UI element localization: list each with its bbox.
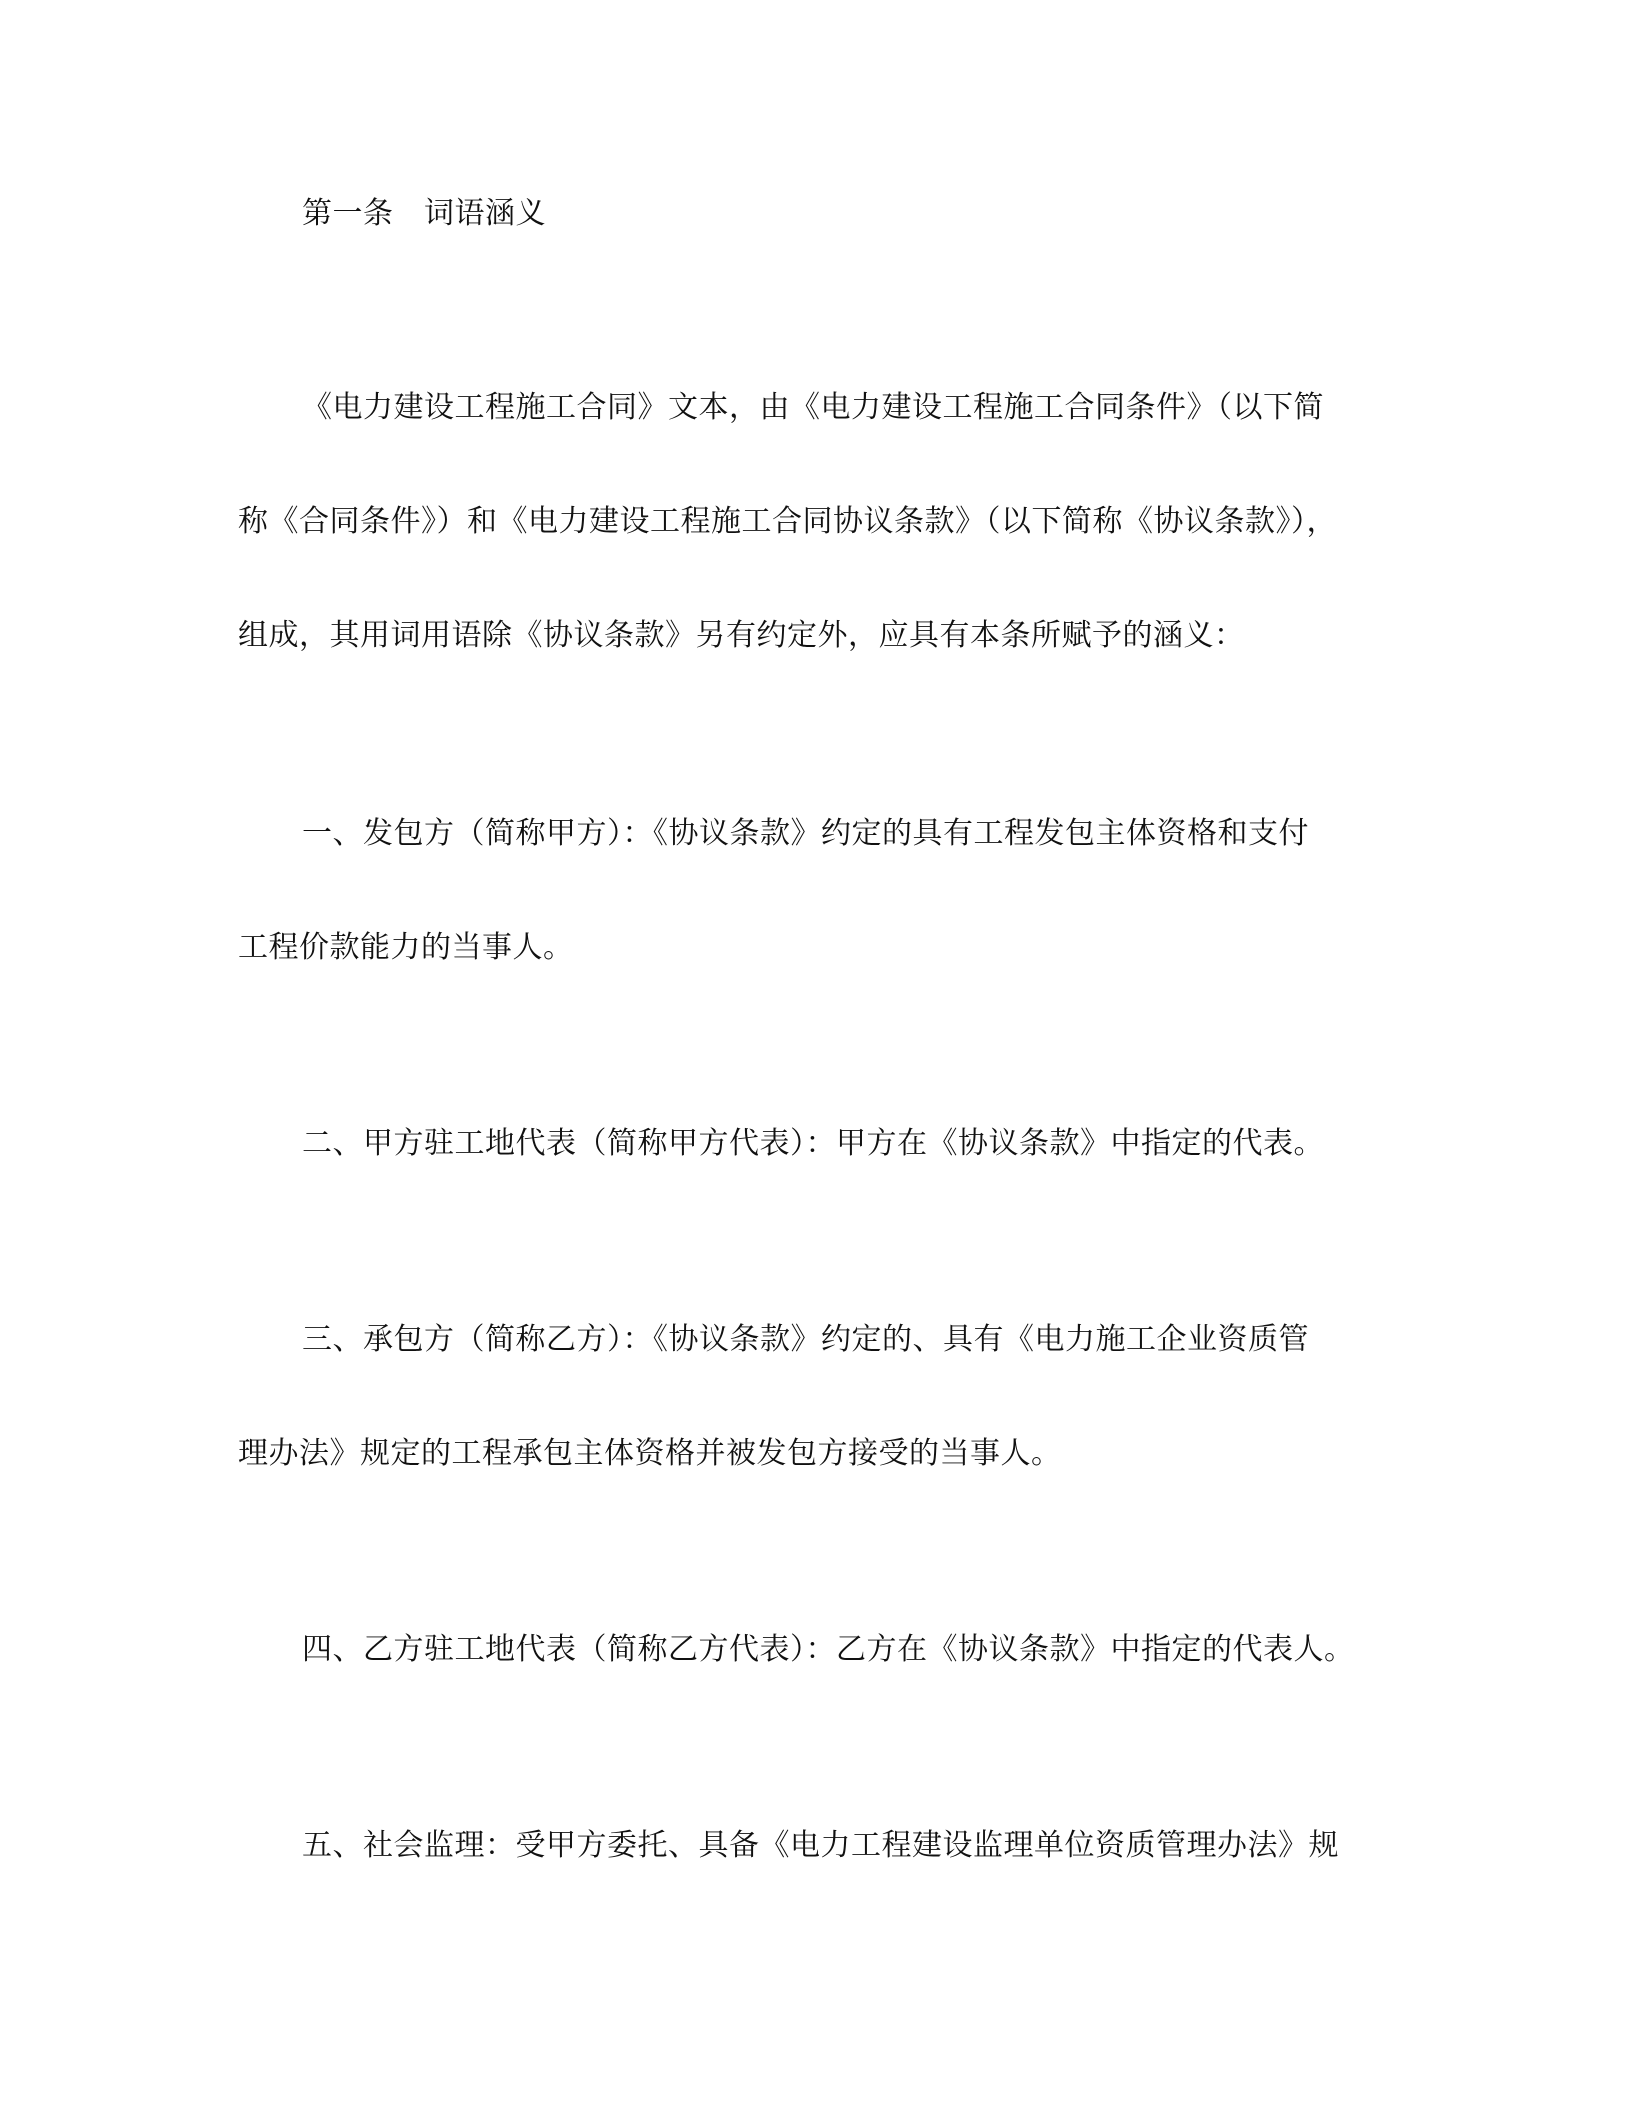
article-heading: 第一条 词语涵义 [302,196,546,231]
item-2-line-1: 二、甲方驻工地代表（简称甲方代表）：甲方在《协议条款》中指定的代表。 [302,1126,1324,1161]
item-5-line-1: 五、社会监理：受甲方委托、具备《电力工程建设监理单位资质管理办法》规 [302,1828,1339,1863]
intro-line-3: 组成，其用词用语除《协议条款》另有约定外，应具有本条所赋予的涵义： [238,618,1245,653]
item-3-line-1: 三、承包方（简称乙方）：《协议条款》约定的、具有《电力施工企业资质管 [302,1322,1309,1357]
intro-line-2: 称《合同条件》）和《电力建设工程施工合同协议条款》（以下简称《协议条款》）， [238,504,1337,539]
intro-line-1: 《电力建设工程施工合同》文本，由《电力建设工程施工合同条件》（以下简 [302,390,1324,425]
item-4-line-1: 四、乙方驻工地代表（简称乙方代表）：乙方在《协议条款》中指定的代表人。 [302,1632,1355,1667]
item-3-line-2: 理办法》规定的工程承包主体资格并被发包方接受的当事人。 [238,1436,1062,1471]
item-1-line-2: 工程价款能力的当事人。 [238,930,574,965]
item-1-line-1: 一、发包方（简称甲方）：《协议条款》约定的具有工程发包主体资格和支付 [302,816,1309,851]
